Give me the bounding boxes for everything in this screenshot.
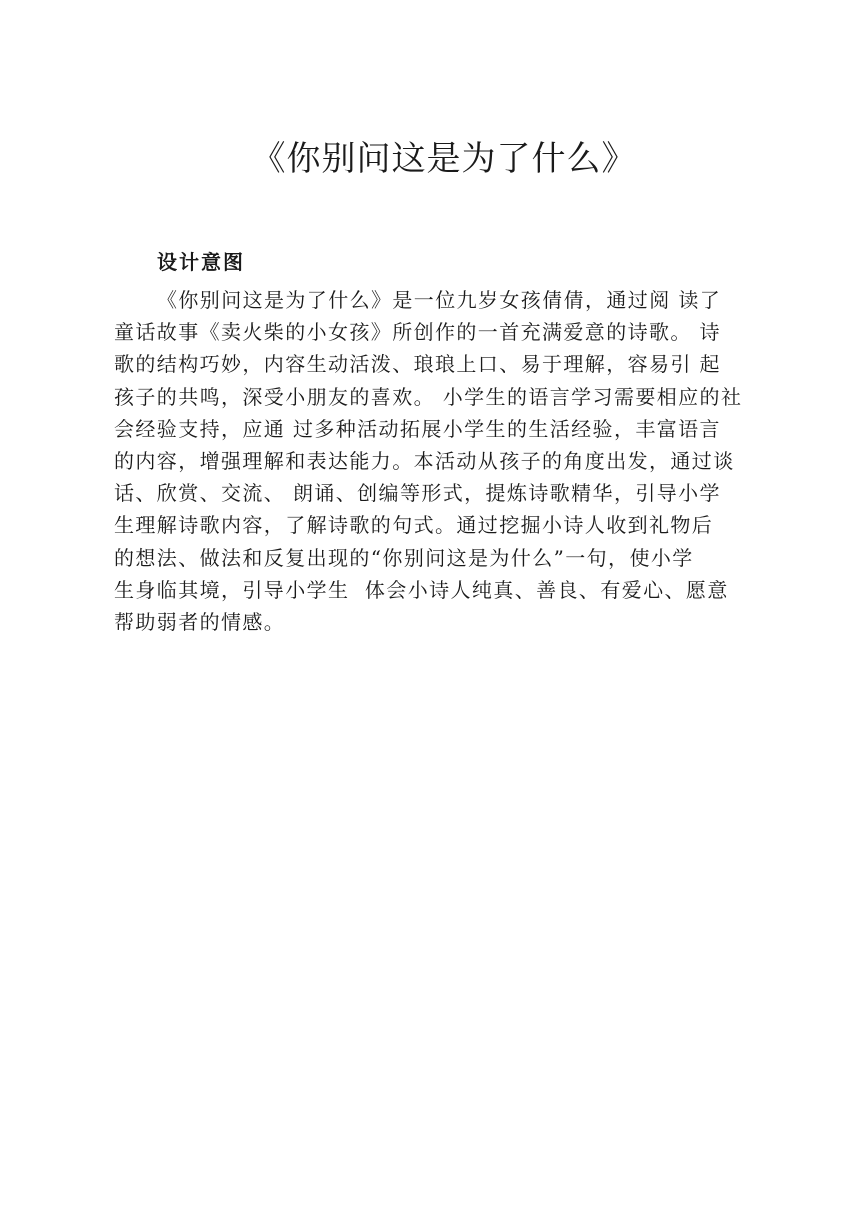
paragraph-line: 的想法、做法和反复出现的“你别问这是为什么”一句，使小学 bbox=[114, 545, 694, 570]
paragraph-line: 话、欣赏、交流、 朗诵、创编等形式，提炼诗歌精华，引导小学 bbox=[114, 481, 721, 506]
paragraph-line: 生理解诗歌内容，了解诗歌的句式。通过挖掘小诗人收到礼物后 bbox=[114, 513, 714, 538]
paragraph-line: 孩子的共鸣，深受小朋友的喜欢。 小学生的语言学习需要相应的社 bbox=[114, 384, 743, 409]
paragraph-line: 的内容，增强理解和表达能力。本活动从孩子的角度出发，通过谈 bbox=[114, 448, 735, 473]
paragraph-line: 会经验支持，应通 过多种活动拓展小学生的生活经验，丰富语言 bbox=[114, 416, 721, 441]
design-intent-paragraph bbox=[114, 284, 774, 638]
paragraph-line: 歌的结构巧妙，内容生动活泼、琅琅上口、易于理解，容易引 起 bbox=[114, 352, 721, 377]
paragraph-line: 帮助弱者的情感。 bbox=[114, 609, 286, 634]
paragraph-line: 童话故事《卖火柴的小女孩》所创作的一首充满爱意的诗歌。 诗 bbox=[114, 320, 721, 345]
paragraph-line: 《你别问这是为了什么》是一位九岁女孩倩倩，通过阅 读了 bbox=[157, 288, 722, 312]
section-heading-design-intent: 设计意图 bbox=[157, 250, 245, 274]
document-title: 《你别问这是为了什么》 bbox=[251, 139, 637, 179]
paragraph-line: 生身临其境，引导小学生 体会小诗人纯真、善良、有爱心、愿意 bbox=[114, 577, 729, 602]
